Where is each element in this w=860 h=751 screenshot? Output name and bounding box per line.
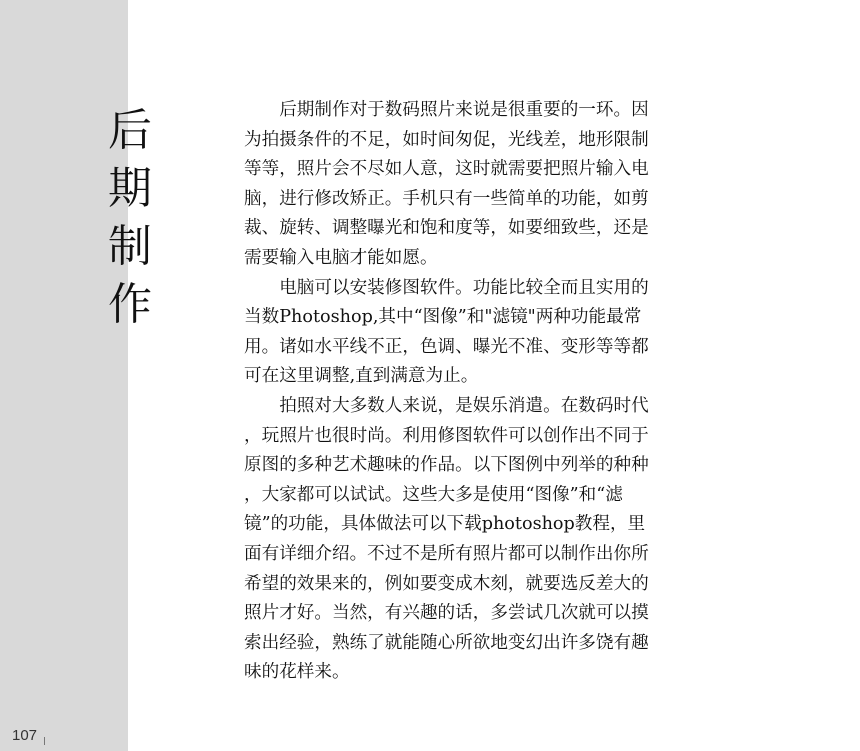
title-char-1: 后 bbox=[108, 105, 152, 156]
paragraph-2: 电脑可以安装修图软件。功能比较全而且实用的 当数Photoshop,其中“图像”和"滤镜"两种功能最常 用。诸如水平线不正，色调、曝光不准、变形等等都 可在这里调整,直到满意为止。 bbox=[244, 277, 649, 387]
page-title bbox=[100, 102, 160, 334]
page-number: 107 bbox=[12, 727, 38, 744]
paragraph-1: 后期制作对于数码照片来说是很重要的一环。因 为拍摄条件的不足，如时间匆促，光线差，地形限制 等等，照片会不尽如人意，这时就需要把照片输入电 脑，进行修改矫正。手机只有一些简单的功能，如剪 裁、旋转、调整曝光和饱和度等，如要细致些，还是 需要输入电脑才能如愿。 bbox=[244, 100, 649, 268]
title-char-3: 制 bbox=[108, 221, 152, 272]
title-char-4: 作 bbox=[108, 279, 152, 330]
title-char-2: 期 bbox=[108, 163, 152, 214]
page-number-mark bbox=[44, 737, 45, 745]
paragraph-3: 拍照对大多数人来说，是娱乐消遣。在数码时代 ，玩照片也很时尚。利用修图软件可以创作出不同于 原图的多种艺术趣味的作品。以下图例中列举的种种 ，大家都可以试试。这些大多是使用“图像”和“滤 镜”的功能，具体做法可以下载photoshop教程，里 面有详细介绍。不过不是所有照片都可以制作出你所 希望的效果来的，例如要变成木刻，就要选反差大的 照片才好。当然，有兴趣的话，多尝试几次就可以摸 索出经验，熟练了就能随心所欲地变幻出许多饶有趣 味的花样来。 bbox=[244, 395, 649, 683]
article-body bbox=[244, 96, 714, 688]
